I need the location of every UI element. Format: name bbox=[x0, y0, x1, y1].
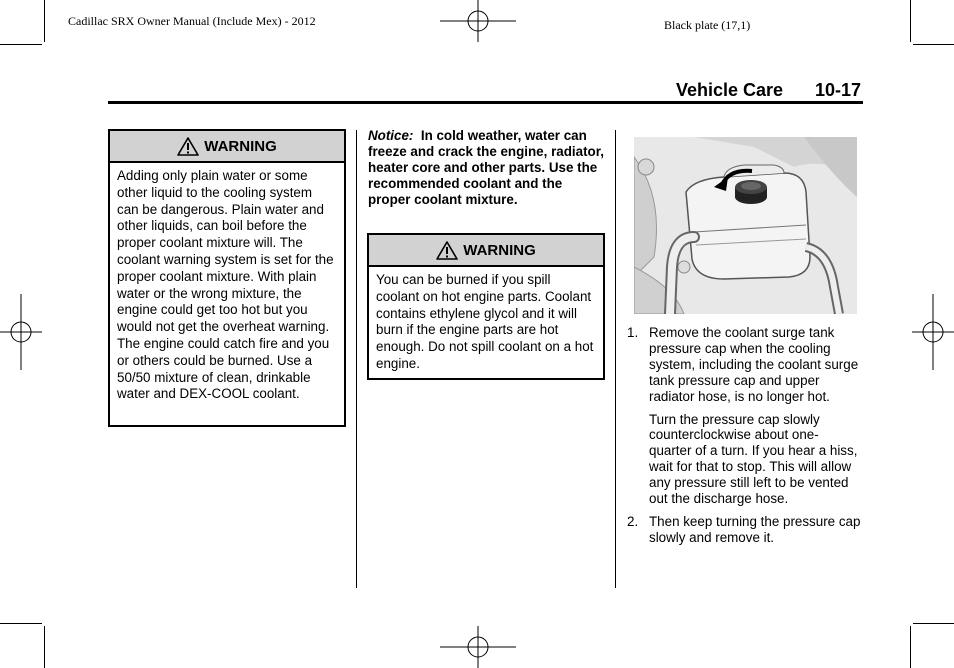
warning-triangle-icon bbox=[436, 241, 458, 260]
page-number: 10-17 bbox=[815, 80, 862, 100]
warning-header bbox=[110, 131, 344, 163]
warning-box-left bbox=[108, 129, 346, 427]
manual-title: Cadillac SRX Owner Manual (Include Mex) - 2012 bbox=[68, 14, 316, 28]
warning-header bbox=[369, 235, 603, 267]
list-item bbox=[627, 325, 861, 405]
warning-body: You can be burned if you spill coolant on hot engine parts. Coolant contains ethylene glycol and it will burn if the engine parts are hot enough. Do not spill coolant on a hot engine. bbox=[376, 272, 594, 371]
registration-mark-bottom bbox=[440, 626, 516, 668]
plate-label: Black plate (17,1) bbox=[664, 18, 751, 32]
list-item bbox=[627, 514, 861, 546]
step-followup: Turn the pressure cap slowly counterclockwise about one-quarter of a turn. If you hear a hiss, wait for that to stop. This will allow any pressure still left to be vented out the discharge hose. bbox=[649, 411, 858, 507]
notice-paragraph bbox=[368, 128, 604, 208]
warning-title: WARNING bbox=[463, 241, 536, 259]
registration-mark-top bbox=[440, 0, 516, 42]
warning-title: WARNING bbox=[204, 137, 277, 155]
registration-mark-left bbox=[0, 294, 42, 370]
registration-mark-right bbox=[912, 294, 954, 370]
column-divider-1 bbox=[356, 130, 357, 588]
procedure-steps bbox=[627, 325, 861, 546]
step-number: 2. bbox=[627, 513, 639, 529]
coolant-surge-tank-illustration-icon bbox=[634, 137, 857, 314]
header-rule bbox=[108, 101, 863, 104]
warning-body: Adding only plain water or some other liquid to the cooling system can be dangerous. Plain water and other liquids, can boil before the proper coolant mixture will. The coolant warning system is set for the proper coolant mixture. With plain water or the wrong mixture, the engine could get too hot but you would not get the overheat warning. The engine could catch fire and you or others could be burned. Use a 50/50 mixture of clean, drinkable water and DEX-COOL coolant. bbox=[117, 168, 334, 402]
warning-triangle-icon bbox=[177, 137, 199, 156]
section-title: Vehicle Care bbox=[676, 80, 784, 100]
notice-label: Notice: bbox=[368, 128, 414, 143]
column-divider-2 bbox=[615, 130, 616, 588]
step-number: 1. bbox=[627, 325, 639, 340]
step-text: Remove the coolant surge tank pressure cap when the cooling system, including the coolant surge tank pressure cap and upper radiator hose, is no longer hot. bbox=[649, 325, 859, 404]
notice-text: In cold weather, water can freeze and crack the engine, radiator, heater core and other parts. Use the recommended coolant and the proper coolant mixture. bbox=[368, 128, 604, 207]
step-text: Then keep turning the pressure cap slowly and remove it. bbox=[649, 513, 861, 545]
warning-box-middle bbox=[367, 233, 605, 380]
